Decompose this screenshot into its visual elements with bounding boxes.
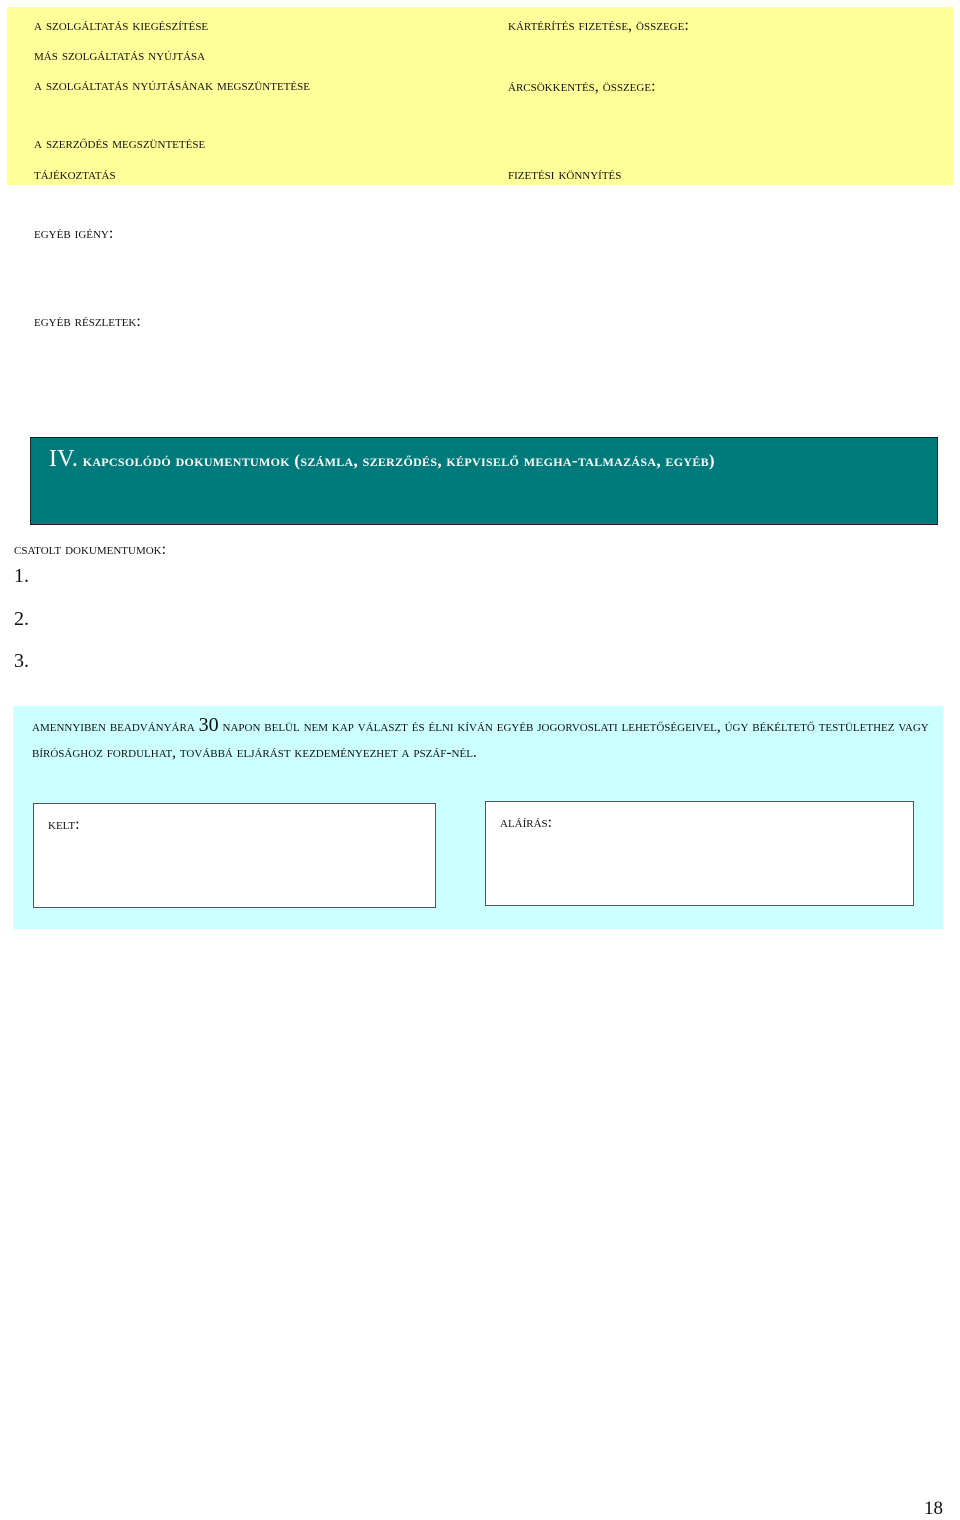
- section-iv-header: [30, 437, 938, 525]
- signature-label: aláírás:: [500, 814, 553, 831]
- attachment-item-1: 1.: [14, 565, 29, 587]
- claim-contract-termination: a szerződés megszüntetése: [34, 135, 206, 152]
- date-field[interactable]: [33, 803, 436, 908]
- notice-panel: [13, 706, 943, 929]
- claim-service-termination: a szolgáltatás nyújtásának megszüntetése: [34, 77, 310, 94]
- legal-notice: [32, 712, 932, 766]
- claim-information: tájékoztatás: [34, 166, 116, 183]
- other-claim-label: egyéb igény:: [34, 225, 114, 242]
- attachment-item-3: 3.: [14, 650, 29, 672]
- section-iv-number: IV.: [49, 446, 79, 472]
- notice-days: 30: [198, 714, 219, 736]
- attachment-item-2: 2.: [14, 608, 29, 630]
- notice-text-end: napon belül nem kap választ és élni kíván egyéb jogorvoslati lehetőségeivel, úgy békéltető testülethez vagy bírósághoz fordulhat, továbbá eljárást kezdeményezhet a pszáf-nél.: [32, 718, 929, 761]
- section-iv-heading: kapcsolódó dokumentumok (számla, szerződés, képviselő megha-talmazása, egyéb): [82, 451, 715, 470]
- attachments-label: csatolt dokumentumok:: [14, 541, 167, 558]
- claim-price-reduction: árcsökkentés, összege:: [508, 78, 656, 95]
- signature-field[interactable]: [485, 801, 914, 906]
- claim-other-service: más szolgáltatás nyújtása: [34, 47, 206, 64]
- claim-payment-relief: fizetési könnyítés: [508, 166, 622, 183]
- other-details-label: egyéb részletek:: [34, 313, 141, 330]
- date-label: kelt:: [48, 816, 80, 833]
- page-number: 18: [924, 1498, 943, 1519]
- section-iv-title: [49, 446, 715, 473]
- claim-service-supplement: a szolgáltatás kiegészítése: [34, 17, 209, 34]
- claim-compensation: kártérítés fizetése, összege:: [508, 17, 689, 34]
- notice-text-start: amennyiben beadványára: [32, 718, 195, 735]
